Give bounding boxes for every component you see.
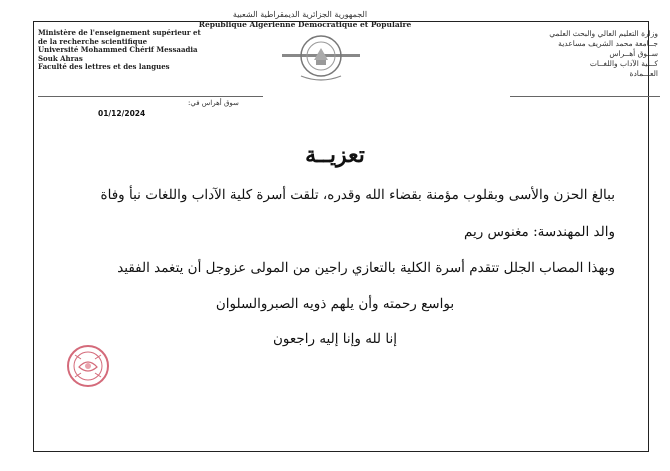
city-arabic: ســوق أهــراس — [609, 49, 658, 58]
paragraph-line-3: وبهذا المصاب الجلل تتقدم أسرة الكلية بالتعازي راجين من المولى عزوجل أن يتغمد الفقيد — [117, 260, 615, 276]
document-title: تعزيــة — [305, 142, 365, 168]
deanship-arabic: العـــمادة — [629, 69, 658, 78]
city-name: Souk Ahras — [38, 53, 83, 63]
header-divider-left — [38, 96, 263, 97]
paragraph-line-4: بواسع رحمته وأن يلهم ذويه الصبروالسلوان — [215, 296, 455, 312]
university-name: Université Mohammed Chérif Messaadia — [38, 45, 198, 55]
university-arabic: جــامعة محمد الشريف مساعدية — [558, 39, 658, 48]
ministry-line-2: de la recherche scientifique — [38, 36, 148, 46]
faculty-arabic: كــلية الآداب واللغــات — [589, 59, 658, 68]
paragraph-line-2: والد المهندسة: مغنوس ريم — [463, 224, 615, 240]
ministry-arabic: وزارة التعليم العالي والبحث العلمي — [549, 29, 658, 38]
republic-name-arabic: الجمهورية الجزائرية الديمقراطية الشعبية — [232, 10, 368, 19]
republic-name-french: République Algérienne Démocratique et Populaire — [198, 20, 412, 29]
header-divider-right — [510, 96, 660, 97]
closing-prayer: إنا لله وإنا إليه راجعون — [273, 331, 397, 347]
paragraph-line-1: ببالغ الحزن والأسى وبقلوب مؤمنة بقضاء الله وقدره، تلقت أسرة كلية الآداب واللغات نبأ وفاة — [100, 187, 615, 203]
ministry-line-1: Ministère de l'enseignement supérieur et — [38, 28, 201, 37]
official-stamp-icon — [65, 343, 111, 389]
place-date-label: سوق أهراس في: — [188, 99, 239, 107]
institution-block-french — [38, 29, 233, 72]
institution-block-arabic — [468, 29, 658, 79]
faculty-name: Faculté des lettres et des langues — [38, 62, 170, 72]
document-date: 01/12/2024 — [98, 109, 146, 118]
university-logo-icon — [278, 28, 364, 86]
